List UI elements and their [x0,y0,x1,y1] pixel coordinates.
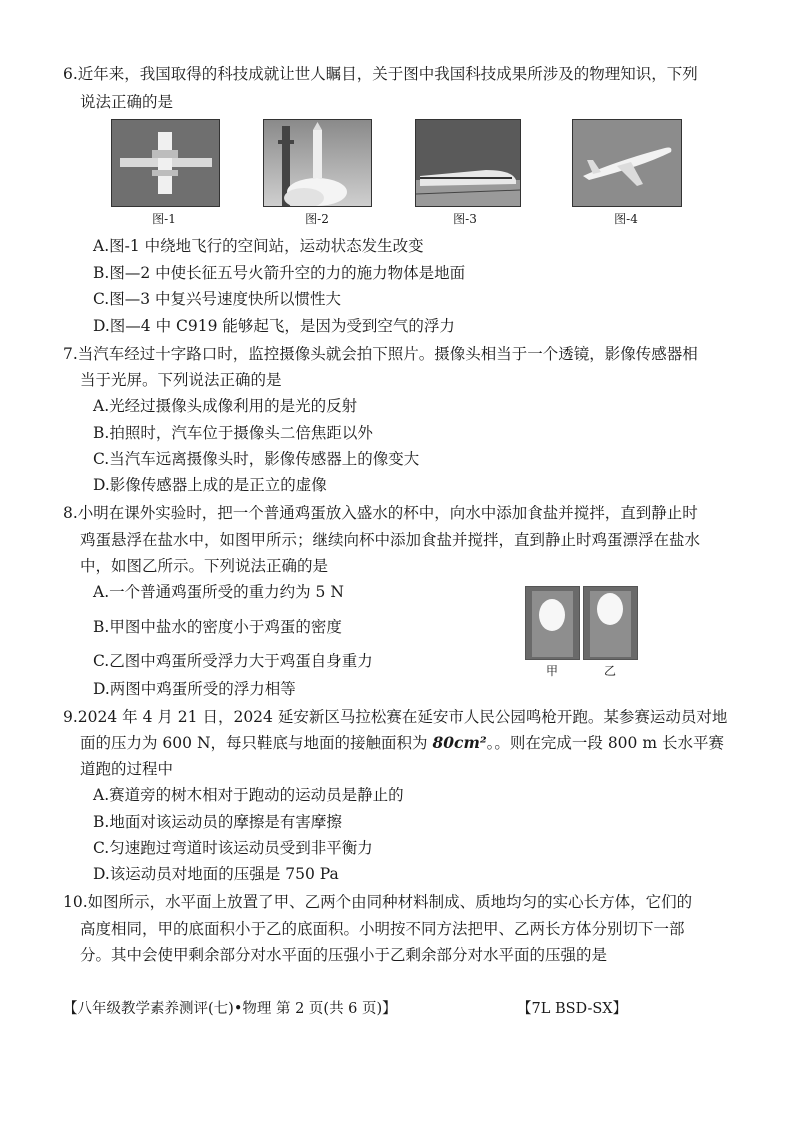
airplane-photo [572,119,682,207]
q10-stem-line3: 分。其中会使甲剩余部分对水平面的压强小于乙剩余部分对水平面的压强的是 [80,946,608,964]
high-speed-train-photo [415,119,521,207]
q9-stem-line2-text: 面的压力为 600 N，每只鞋底与地面的接触面积为 [80,734,433,752]
q9-stem-line1: 9.2024 年 4 月 21 日，2024 延安新区马拉松赛在延安市人民公园鸣枪开跑。某参赛运动员对地 [63,708,728,726]
q9-stem-line2 [80,733,724,753]
q6-stem-line1: 6.近年来，我国取得的科技成就让世人瞩目，关于图中我国科技成果所涉及的物理知识，下列 [63,65,698,83]
page-footer-left: 【八年级教学素养测评(七)•物理 第 2 页(共 6 页)】 [63,1001,397,1017]
q6-option-c: C.图—3 中复兴号速度快所以惯性大 [93,290,342,308]
q8-stem-line3: 中，如图乙所示。下列说法正确的是 [80,557,329,575]
figure-4-caption: 图-4 [614,212,638,226]
q9-option-b: B.地面对该运动员的摩擦是有害摩擦 [93,813,342,831]
egg-floating-photo [583,586,638,660]
q7-stem-line1: 7.当汽车经过十字路口时，监控摄像头就会拍下照片。摄像头相当于一个透镜，影像传感器相 [63,345,698,363]
q7-stem-line2: 当于光屏。下列说法正确的是 [80,371,282,389]
q8-option-d: D.两图中鸡蛋所受的浮力相等 [93,680,296,698]
q6-option-d: D.图—4 中 C919 能够起飞，是因为受到空气的浮力 [93,317,455,335]
q8-stem-line2: 鸡蛋悬浮在盐水中，如图甲所示；继续向杯中添加食盐并搅拌，直到静止时鸡蛋漂浮在盐水 [80,531,701,549]
q6-option-b: B.图—2 中使长征五号火箭升空的力的施力物体是地面 [93,264,466,282]
q7-option-a: A.光经过摄像头成像利用的是光的反射 [93,397,358,415]
q7-option-b: B.拍照时，汽车位于摄像头二倍焦距以外 [93,424,373,442]
q9-stem-line2-tail: 。。则在完成一段 800 m 长水平赛 [486,734,724,752]
q10-stem-line2: 高度相同，甲的底面积小于乙的底面积。小明按不同方法把甲、乙两长方体分别切下一部 [80,920,685,938]
fig-label-jia: 甲 [545,664,558,678]
q8-stem-line1: 8.小明在课外实验时，把一个普通鸡蛋放入盛水的杯中，向水中添加食盐并搅拌，直到静止时 [63,504,698,522]
figure-1-caption: 图-1 [152,212,176,226]
q9-option-c: C.匀速跑过弯道时该运动员受到非平衡力 [93,839,373,857]
q8-option-a: A.一个普通鸡蛋所受的重力约为 5 N [93,583,344,601]
q6-stem-line2: 说法正确的是 [80,93,174,111]
q8-option-c: C.乙图中鸡蛋所受浮力大于鸡蛋自身重力 [93,652,373,670]
q7-option-c: C.当汽车远离摄像头时，影像传感器上的像变大 [93,450,420,468]
q9-option-d: D.该运动员对地面的压强是 750 Pa [93,865,339,883]
q8-option-b: B.甲图中盐水的密度小于鸡蛋的密度 [93,618,342,636]
page-footer-code: 【7L BSD-SX】 [517,1001,628,1017]
q6-option-a: A.图-1 中绕地飞行的空间站，运动状态发生改变 [93,237,424,255]
rocket-launch-photo [263,119,372,207]
q7-option-d: D.影像传感器上成的是正立的虚像 [93,476,327,494]
q9-stem-line3: 道跑的过程中 [80,760,174,778]
figure-2-caption: 图-2 [305,212,329,226]
q9-contact-area: 80cm² [432,733,487,752]
space-station-photo [111,119,220,207]
q10-stem-line1: 10.如图所示，水平面上放置了甲、乙两个由同种材料制成、质地均匀的实心长方体，它们的 [63,893,693,911]
q9-option-a: A.赛道旁的树木相对于跑动的运动员是静止的 [93,786,404,804]
figure-3-caption: 图-3 [453,212,477,226]
egg-suspended-photo [525,586,580,660]
fig-label-yi: 乙 [603,664,616,678]
